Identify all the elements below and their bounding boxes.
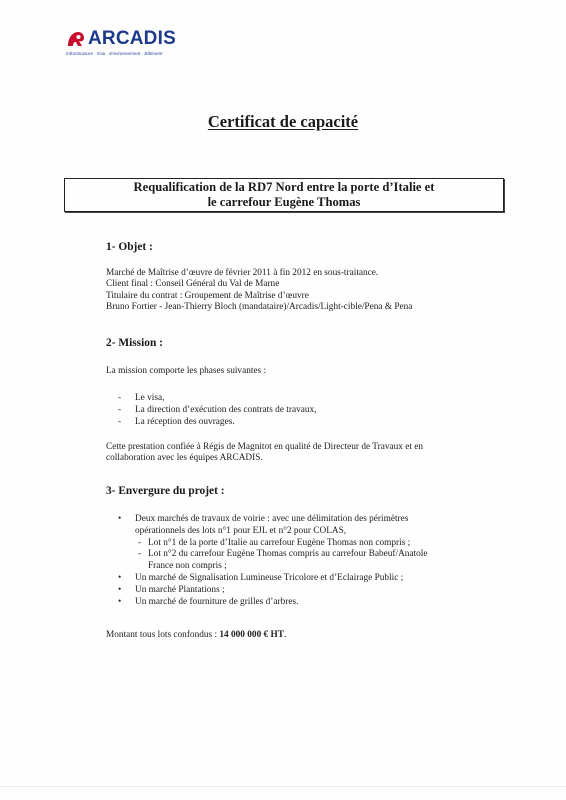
list-item: - Lot n°1 de la porte d’Italie au carrefour Eugène Thomas non compris ; — [138, 537, 411, 548]
mission-closing-line: Cette prestation confiée à Régis de Magnitot en qualité de Directeur de Travaux et en — [106, 442, 424, 452]
subject-line-1: Requalification de la RD7 Nord entre la porte d’Italie et — [133, 180, 435, 194]
phase-text: La réception des ouvrages. — [135, 417, 235, 427]
total-end: . — [283, 630, 287, 640]
mission-intro — [106, 366, 506, 377]
section-heading-objet: 1- Objet : — [106, 241, 153, 253]
section-heading-mission: 2- Mission : — [106, 337, 163, 349]
mission-intro-text: La mission comporte les phases suivantes : — [106, 366, 267, 376]
bullet-icon: • — [118, 514, 122, 524]
list-item — [118, 573, 508, 585]
objet-line: Bruno Fortier - Jean-Thierry Bloch (mandataire)/Arcadis/Light-cible/Pena & Pena — [106, 302, 413, 313]
mission-closing — [106, 442, 506, 465]
document-title: Certificat de capacité — [207, 112, 359, 131]
bullet-text: opérationnels des lots n°1 pour EJL et n°2 pour COLAS, — [135, 525, 347, 536]
section-objet — [106, 240, 506, 254]
section-mission — [106, 336, 506, 350]
lot-continuation: France non compris ; — [148, 561, 227, 572]
list-item — [118, 514, 508, 538]
objet-line: Titulaire du contrat : Groupement de Maîtrise d’œuvre — [106, 290, 309, 301]
objet-details — [106, 268, 506, 314]
bullet-icon: • — [118, 584, 122, 595]
bullet-text: Deux marchés de travaux de voirie : avec une délimitation des périmètres — [135, 514, 409, 524]
logo-tagline: Infrastructure · Eau · Environnement · Bâtiment — [66, 51, 163, 56]
arcadis-logo-icon — [66, 30, 86, 48]
envergure-bullets — [118, 514, 508, 608]
section-heading-envergure: 3- Envergure du projet : — [106, 485, 225, 497]
objet-line: Client final : Conseil Général du Val de Marne — [106, 279, 280, 290]
total-value: 14 000 000 € HT — [219, 630, 284, 640]
phase-text: La direction d’exécution des contrats de travaux, — [135, 405, 317, 415]
list-item: - La direction d’exécution des contrats de travaux, — [118, 405, 317, 415]
bullet-icon: • — [118, 572, 122, 583]
objet-line: Marché de Maîtrise d’œuvre de février 2011 à fin 2012 en sous-traitance. — [106, 268, 379, 278]
subject-box — [64, 178, 504, 212]
bullet-text: Un marché de Signalisation Lumineuse Tricolore et d’Eclairage Public ; — [135, 572, 404, 583]
arcadis-logo — [66, 28, 196, 62]
list-item: - Le visa, — [118, 393, 165, 403]
lot-text: Lot n°1 de la porte d’Italie au carrefour Eugène Thomas non compris ; — [148, 537, 411, 548]
page-bottom-divider — [0, 786, 566, 787]
phase-text: Le visa, — [135, 393, 165, 403]
lot-text: Lot n°2 du carrefour Eugène Thomas compris au carrefour Babeuf/Anatole — [148, 549, 428, 560]
mission-phase-list — [118, 392, 316, 428]
section-envergure — [106, 484, 506, 498]
list-item: - La réception des ouvrages. — [118, 417, 235, 427]
list-item — [118, 585, 508, 597]
bullet-text: Un marché de fourniture de grilles d’arbres. — [135, 596, 299, 607]
total-label: Montant tous lots confondus : — [106, 630, 220, 640]
list-item: - Lot n°2 du carrefour Eugène Thomas compris au carrefour Babeuf/Anatole — [138, 549, 428, 560]
mission-closing-line: collaboration avec les équipes ARCADIS. — [106, 453, 263, 464]
bullet-icon: • — [118, 596, 122, 607]
total-line — [106, 630, 506, 641]
list-item — [118, 597, 508, 609]
total-amount — [106, 630, 506, 641]
subject-line-2: le carrefour Eugène Thomas — [207, 195, 361, 209]
logo-wordmark: ARCADIS — [88, 28, 176, 49]
bullet-text: Un marché Plantations ; — [135, 584, 225, 595]
